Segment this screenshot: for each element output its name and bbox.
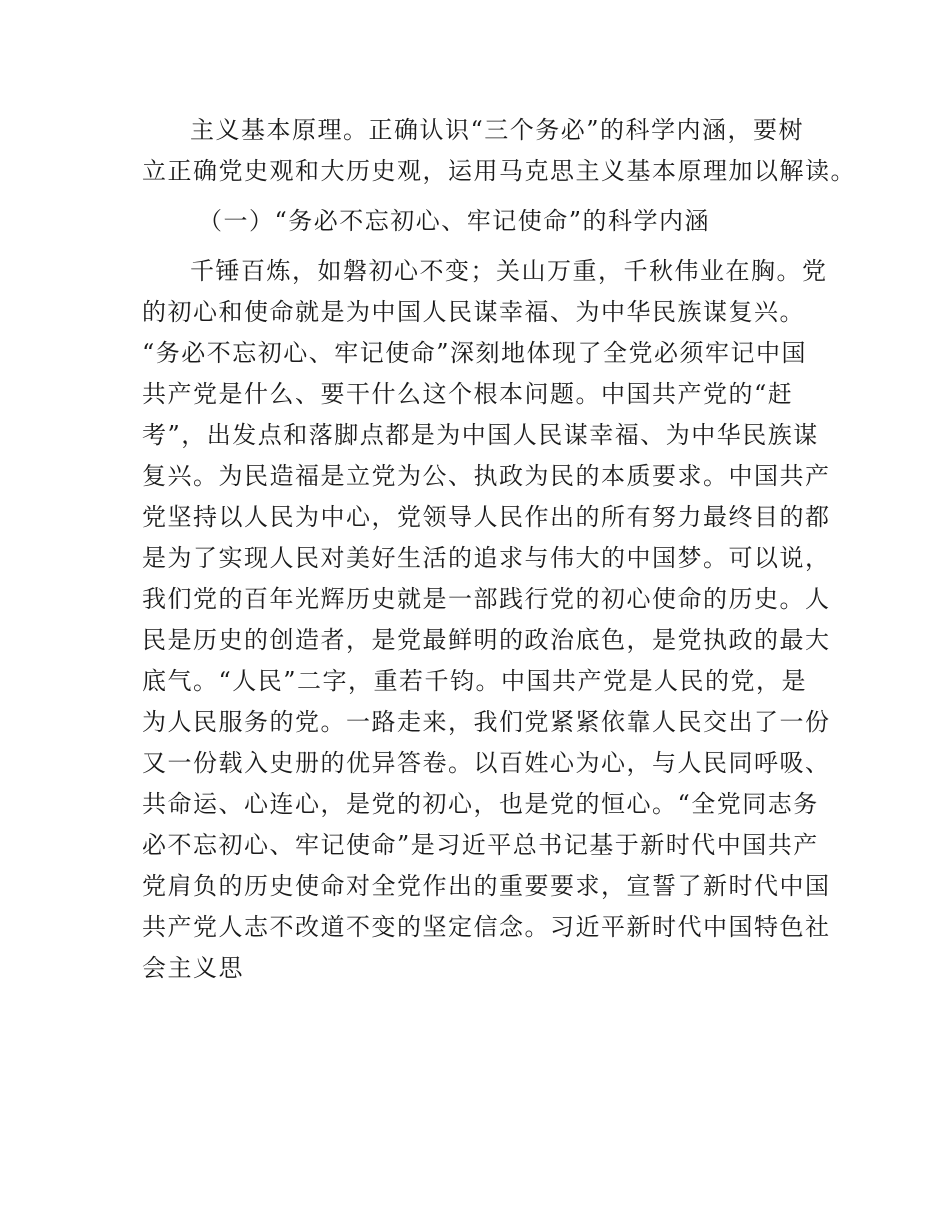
body-line: 民是历史的创造者，是党最鲜明的政治底色，是党执政的最大 [142,626,831,654]
body-line: 千锤百炼，如磐初心不变；关山万重，千秋伟业在胸。党 [190,257,828,285]
body-line: “务必不忘初心、牢记使命”深刻地体现了全党必须牢记中国 [142,339,808,367]
body-line: 党坚持以人民为中心，党领导人民作出的所有努力最终目的都 [142,503,831,531]
body-line: 为人民服务的党。一路走来，我们党紧紧依靠人民交出了一份 [142,708,831,736]
document-text [142,110,856,989]
body-line: 共产党是什么、要干什么这个根本问题。中国共产党的“赶 [142,380,794,408]
body-line: 是为了实现人民对美好生活的追求与伟大的中国梦。可以说， [142,544,831,572]
body-line: 党肩负的历史使命对全党作出的重要要求，宣誓了新时代中国 [142,872,831,900]
body-line: 的初心和使命就是为中国人民谋幸福、为中华民族谋复兴。 [142,298,805,326]
body-line: 我们党的百年光辉历史就是一部践行党的初心使命的历史。人 [142,585,831,613]
body-line: 共产党人志不改道不变的坚定信念。习近平新时代中国特色社 [142,913,831,941]
intro-line: 主义基本原理。正确认识“三个务必”的科学内涵，要树 [190,116,805,144]
body-line: 复兴。为民造福是立党为公、执政为民的本质要求。中国共产 [142,462,831,490]
body-line: 共命运、心连心，是党的初心，也是党的恒心。“全党同志务 [142,790,819,818]
section-heading: （一）“务必不忘初心、牢记使命”的科学内涵 [198,207,711,235]
body-line: 会主义思 [142,954,244,982]
intro-line: 立正确党史观和大历史观，运用马克思主义基本原理加以解读。 [142,157,856,185]
body-line: 底气。“人民”二字，重若千钧。中国共产党是人民的党，是 [142,667,808,695]
body-line: 又一份载入史册的优异答卷。以百姓心为心，与人民同呼吸、 [142,749,831,777]
body-line: 考”，出发点和落脚点都是为中国人民谋幸福、为中华民族谋 [142,421,819,449]
body-line: 必不忘初心、牢记使命”是习近平总书记基于新时代中国共产 [142,831,819,859]
